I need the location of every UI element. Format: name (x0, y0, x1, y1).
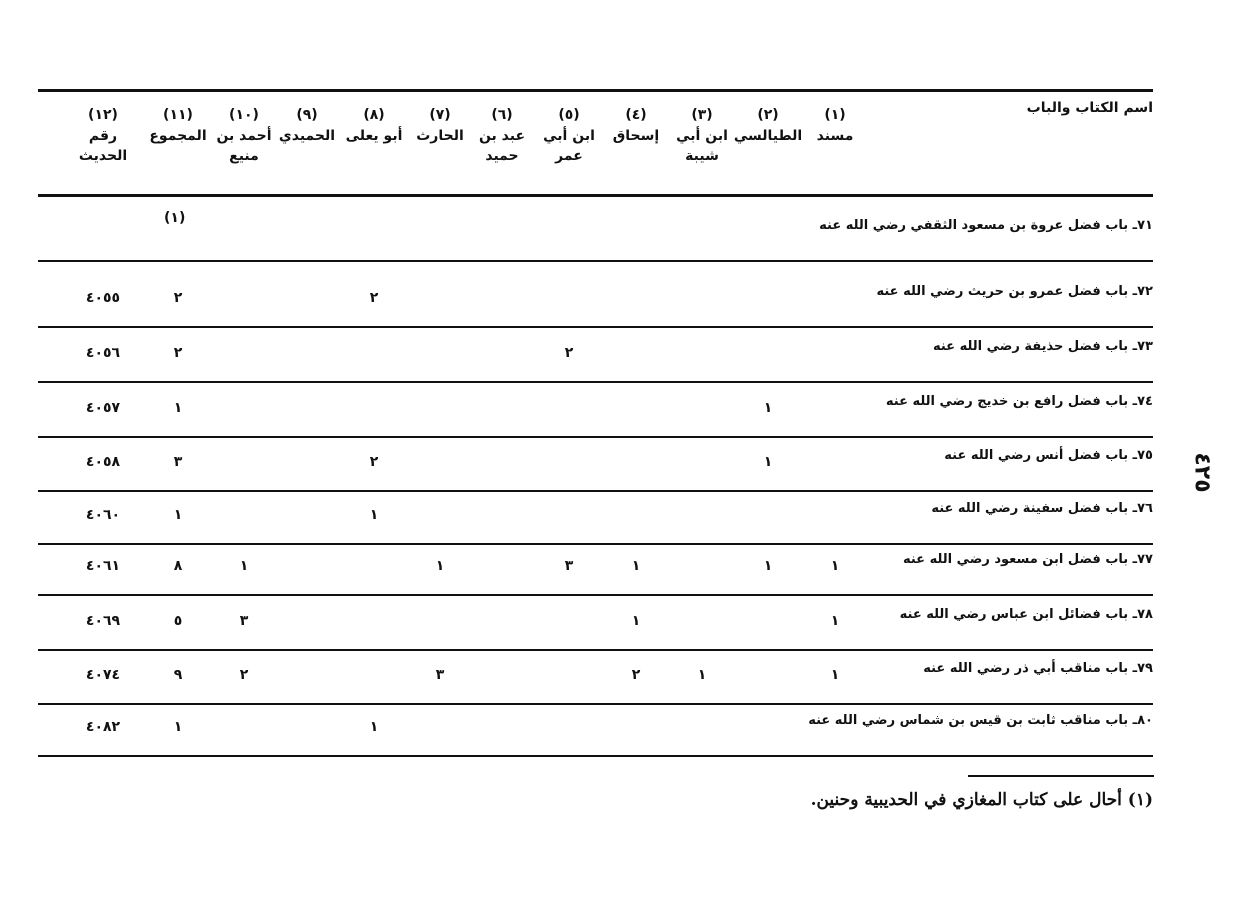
column-label: رقم الحديث (78, 128, 128, 164)
header-bottom-rule (38, 194, 1153, 197)
column-number: (٦) (491, 107, 513, 123)
row-title: ٧٨ـ باب فضائل ابن عباس رضي الله عنه (899, 607, 1153, 622)
table-cell: ٤٠٥٨ (85, 454, 121, 470)
column-header (667, 104, 737, 166)
row-title: ٧٧ـ باب فضل ابن مسعود رضي الله عنه (902, 552, 1153, 567)
column-label: أبو يعلى (345, 128, 403, 144)
table-cell: ٢ (239, 667, 249, 683)
row-divider (38, 436, 1153, 438)
row-divider (38, 594, 1153, 596)
column-label: الطيالسي (733, 128, 803, 144)
table-cell: ١ (763, 558, 773, 574)
header-book-chapter: اسم الكتاب والباب (1026, 100, 1153, 116)
row-divider (38, 649, 1153, 651)
table-cell: ١ (697, 667, 707, 683)
table-cell: ٢ (369, 290, 379, 306)
column-header (209, 104, 279, 166)
table-cell: ٥ (173, 613, 183, 629)
row-title: ٧٥ـ باب فضل أنس رضي الله عنه (944, 448, 1153, 463)
column-header (339, 104, 409, 146)
table-cell: ٣ (564, 558, 574, 574)
page-number: ٤٢٥ (1189, 452, 1215, 493)
column-number: (٤) (625, 107, 647, 123)
column-header (143, 104, 213, 146)
column-header (68, 104, 138, 166)
column-number: (٢) (757, 107, 779, 123)
column-label: ابن أبي عمر (543, 128, 595, 164)
table-top-rule (38, 89, 1153, 92)
column-label: إسحاق (612, 128, 660, 144)
table-cell: ١ (830, 667, 840, 683)
column-header (733, 104, 803, 146)
table-cell: ٤٠٦١ (85, 558, 121, 574)
table-cell: ١ (239, 558, 249, 574)
column-number: (٥) (558, 107, 580, 123)
table-cell: ١ (369, 719, 379, 735)
row-divider (38, 703, 1153, 705)
column-number: (١١) (163, 107, 193, 123)
table-cell: ١ (173, 719, 183, 735)
row-title: ٧١ـ باب فضل عروة بن مسعود الثقفي رضي الله عنه (819, 218, 1153, 233)
column-label: الحارث (416, 128, 464, 144)
table-cell: ١ (173, 507, 183, 523)
row-divider (38, 326, 1153, 328)
row-title: ٧٢ـ باب فضل عمرو بن حريث رضي الله عنه (876, 284, 1153, 299)
table-cell: ١ (830, 613, 840, 629)
column-number: (٩) (296, 107, 318, 123)
footnote-rule (968, 775, 1154, 777)
table-cell: ١ (173, 400, 183, 416)
table-cell: ٢ (564, 345, 574, 361)
table-cell: ٨ (173, 558, 183, 574)
column-header (601, 104, 671, 146)
column-number: (٧) (429, 107, 451, 123)
column-header (405, 104, 475, 146)
table-cell: ٣ (173, 454, 183, 470)
column-number: (١٢) (88, 107, 118, 123)
table-cell: ٤٠٥٦ (85, 345, 121, 361)
column-header (800, 104, 870, 146)
column-number: (١٠) (229, 107, 259, 123)
table-cell: ٣ (239, 613, 249, 629)
table-cell: ٤٠٧٤ (85, 667, 121, 683)
table-cell: ١ (631, 613, 641, 629)
table-cell: ١ (763, 454, 773, 470)
table-cell: ٣ (435, 667, 445, 683)
table-cell: ٤٠٨٢ (85, 719, 121, 735)
row-title: ٧٩ـ باب مناقب أبي ذر رضي الله عنه (923, 661, 1153, 676)
column-label: عبد بن حميد (478, 128, 526, 164)
table-cell: ٢ (173, 290, 183, 306)
row-title: ٧٣ـ باب فضل حذيفة رضي الله عنه (932, 339, 1153, 354)
row-title: ٨٠ـ باب مناقب ثابت بن قيس بن شماس رضي الله عنه (808, 713, 1153, 728)
column-header (534, 104, 604, 166)
table-cell: ٤٠٦٩ (85, 613, 121, 629)
table-cell: ٤٠٦٠ (85, 507, 121, 523)
column-label: ابن أبي شيبة (676, 128, 728, 164)
row-title: ٧٦ـ باب فضل سفينة رضي الله عنه (931, 501, 1153, 516)
column-header (467, 104, 537, 166)
table-cell: ١ (435, 558, 445, 574)
column-label: أحمد بن منيع (216, 128, 272, 164)
row-title: ٧٤ـ باب فضل رافع بن خديج رضي الله عنه (885, 394, 1153, 409)
column-label: الحميدي (278, 128, 336, 144)
column-number: (٣) (691, 107, 713, 123)
row-divider (38, 260, 1153, 262)
table-cell: ١ (631, 558, 641, 574)
footnote-text: (١) أحال على كتاب المغازي في الحديبية وحنين. (810, 790, 1153, 810)
table-cell: ٢ (631, 667, 641, 683)
column-label: المجموع (149, 128, 207, 144)
table-cell: ٤٠٥٧ (85, 400, 121, 416)
column-number: (٨) (363, 107, 385, 123)
table-cell: ١ (830, 558, 840, 574)
column-header (272, 104, 342, 146)
table-cell: ١ (369, 507, 379, 523)
table-cell: ٢ (173, 345, 183, 361)
table-cell: ١ (763, 400, 773, 416)
table-cell: ٩ (173, 667, 183, 683)
row-divider (38, 755, 1153, 757)
column-label: مسند (816, 128, 854, 144)
row-divider (38, 543, 1153, 545)
table-cell: ٤٠٥٥ (85, 290, 121, 306)
column-number: (١) (824, 107, 846, 123)
row-divider (38, 381, 1153, 383)
table-cell: ٢ (369, 454, 379, 470)
row-divider (38, 490, 1153, 492)
footnote-marker: (١) (164, 210, 186, 226)
